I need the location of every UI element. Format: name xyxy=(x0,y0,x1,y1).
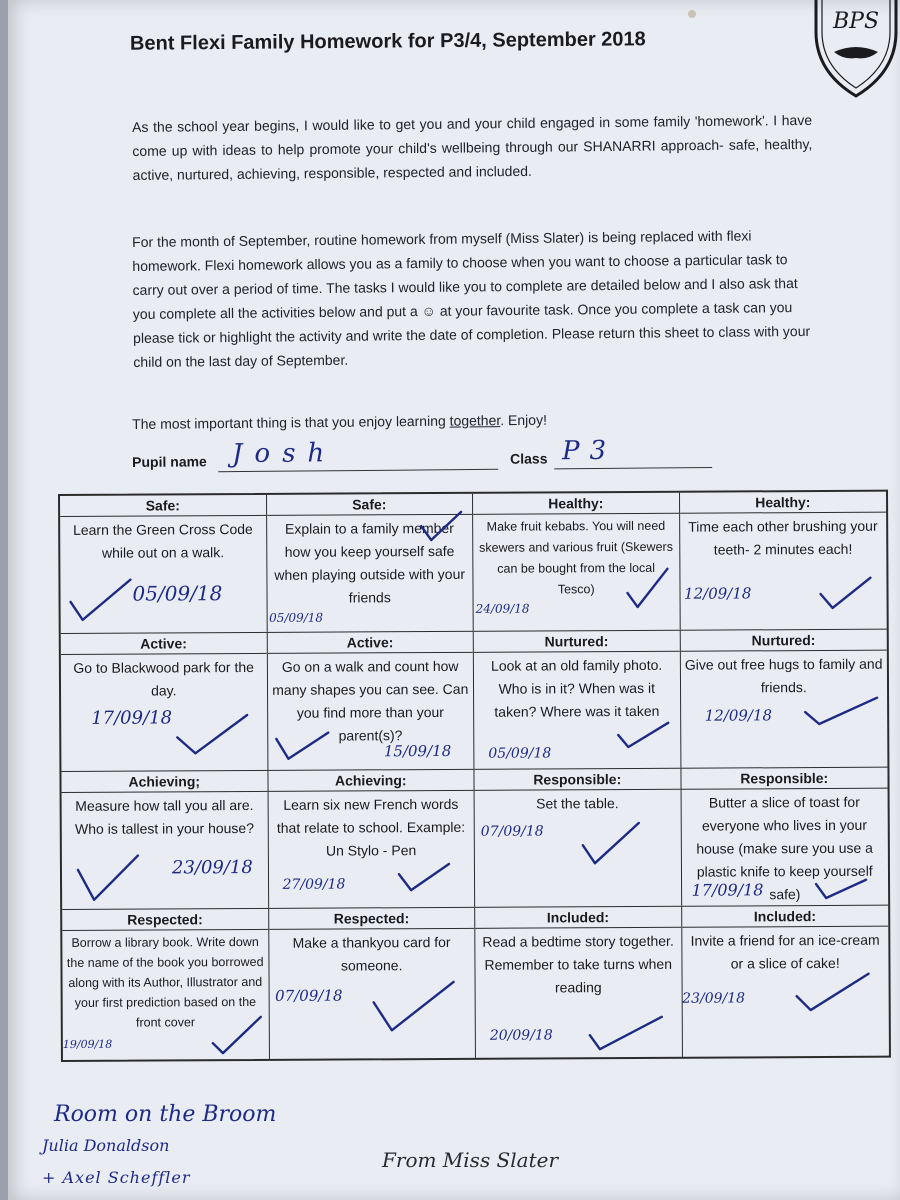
enjoy-text-start: The most important thing is that you enjoy learning xyxy=(132,412,450,432)
completion-date: 07/09/18 xyxy=(480,823,544,840)
completion-date: 15/09/18 xyxy=(383,741,452,761)
task-text: Look at an old family photo. Who is in it? When was it taken? Where was it taken xyxy=(490,656,663,720)
task-cell[interactable] xyxy=(682,906,889,1057)
task-text: Give out free hugs to family and friends. xyxy=(684,655,883,696)
task-cell[interactable] xyxy=(268,770,475,908)
homework-sheet xyxy=(8,0,900,1200)
task-cell[interactable] xyxy=(680,630,887,768)
enjoy-text-end: . Enjoy! xyxy=(500,411,548,429)
tick-mark-icon xyxy=(812,878,872,904)
svg-text:BPS: BPS xyxy=(832,9,880,34)
tick-mark-icon xyxy=(801,692,881,732)
task-cell[interactable] xyxy=(267,494,474,632)
page-title: Bent Flexi Family Homework for P3/4, September 2018 xyxy=(129,28,646,55)
task-text: Borrow a library book. Write down the name of the book you borrowed along with its Author, Illustrator and your first prediction based on the front cover xyxy=(66,934,264,1030)
instructions-paragraph: For the month of September, routine homework from myself (Miss Slater) is being replaced with flexi homework. Flexi homework allows you as a family to choose when you want to choose a particular task to carry out over a period of time. The tasks I would like you to complete are detailed below and I also ask that you complete all the activities below and put a ☺ at your favourite task. Once you complete a task can you please tick or highlight the activity and write the date of completion. Please return this sheet to class with your child on the last day of September. xyxy=(132,227,811,370)
task-cell[interactable] xyxy=(61,771,268,909)
tick-mark-icon xyxy=(586,1011,666,1055)
tick-mark-icon xyxy=(209,1013,265,1057)
completion-date: 23/09/18 xyxy=(171,856,253,879)
task-row xyxy=(62,906,889,1060)
task-category: Responsible: xyxy=(681,768,888,790)
task-row xyxy=(60,492,887,634)
task-text: Learn the Green Cross Code while out on a walk. xyxy=(73,520,253,561)
task-text: Explain to a family member how you keep yourself safe when playing outside with your friends xyxy=(274,519,466,606)
tick-mark-icon xyxy=(417,508,467,548)
completion-date: 17/09/18 xyxy=(691,880,764,900)
pupil-name-label: Pupil name xyxy=(132,453,207,470)
task-category: Respected: xyxy=(269,908,475,930)
task-text: Make fruit kebabs. You will need skewers and various fruit (Skewers can be bought from the local Tesco) xyxy=(479,518,673,597)
task-cell[interactable] xyxy=(62,909,269,1060)
task-cell[interactable] xyxy=(61,633,268,771)
task-cell[interactable] xyxy=(60,495,267,633)
task-category: Responsible: xyxy=(474,769,680,791)
pupil-details-row xyxy=(132,435,732,478)
class-label: Class xyxy=(510,450,548,467)
task-cell[interactable] xyxy=(267,632,474,770)
pupil-name-value: Josh xyxy=(231,438,337,470)
tick-mark-icon xyxy=(74,850,144,906)
tick-mark-icon xyxy=(792,968,872,1018)
task-category: Respected: xyxy=(62,909,268,931)
task-category: Safe: xyxy=(60,495,266,517)
tick-mark-icon xyxy=(66,576,136,626)
task-cell[interactable] xyxy=(475,907,682,1058)
task-category: Achieving; xyxy=(61,771,267,793)
task-text: Set the table. xyxy=(536,795,619,812)
enjoy-text-underlined: together xyxy=(449,412,501,429)
completion-date: 19/09/18 xyxy=(62,1037,113,1051)
task-text: Go to Blackwood park for the day. xyxy=(73,658,254,699)
completion-date: 24/09/18 xyxy=(475,601,530,616)
completion-date: 20/09/18 xyxy=(489,1027,553,1044)
task-category: Included: xyxy=(475,907,681,929)
completion-date: 05/09/18 xyxy=(488,745,552,762)
intro-paragraph: As the school year begins, I would like to get you and your child engaged in some family 'homework'. I have come up with ideas to help promote your child's wellbeing through our SHANARRI approach- safe, healthy, active, nurtured, achieving, responsible, respected and included. xyxy=(132,111,813,183)
task-category: Safe: xyxy=(267,494,473,516)
task-text: Measure how tall you all are. Who is tallest in your house? xyxy=(74,796,255,837)
enjoy-paragraph xyxy=(132,405,812,436)
completion-date: 27/09/18 xyxy=(282,876,346,893)
task-category: Healthy: xyxy=(473,493,679,515)
task-grid xyxy=(58,490,891,1062)
completion-date: 17/09/18 xyxy=(91,707,173,729)
task-text: Read a bedtime story together. Remember to take turns when reading xyxy=(482,932,674,996)
school-crest-logo xyxy=(808,0,900,100)
completion-date: 12/09/18 xyxy=(704,706,773,725)
task-category: Included: xyxy=(682,906,889,928)
tick-mark-icon xyxy=(394,860,454,900)
task-category: Active: xyxy=(267,632,473,654)
task-category: Achieving: xyxy=(268,770,474,792)
book-title-note: Room on the Broom xyxy=(54,1102,277,1127)
task-cell[interactable] xyxy=(474,769,681,907)
illustrator-note: + Axel Scheffler xyxy=(42,1168,191,1187)
paper-mark xyxy=(688,10,696,18)
task-row xyxy=(61,630,888,772)
task-category: Active: xyxy=(61,633,267,655)
tick-mark-icon xyxy=(272,729,332,765)
teacher-signature: From Miss Slater xyxy=(382,1148,559,1172)
task-text: Make a thankyou card for someone. xyxy=(292,933,451,974)
task-cell[interactable] xyxy=(474,631,681,769)
task-text: Invite a friend for an ice-cream or a slice of cake! xyxy=(690,931,880,972)
task-text: Go on a walk and count how many shapes you can see. Can you find more than your parent(s)? xyxy=(272,657,469,744)
task-row xyxy=(61,768,888,910)
task-text: Learn six new French words that relate to school. Example: Un Stylo - Pen xyxy=(276,795,466,859)
task-text: Time each other brushing your teeth- 2 minutes each! xyxy=(688,517,878,558)
completion-date: 05/09/18 xyxy=(132,581,223,606)
task-cell[interactable] xyxy=(473,493,680,631)
tick-mark-icon xyxy=(623,563,673,613)
task-cell[interactable] xyxy=(681,768,888,906)
author-note: Julia Donaldson xyxy=(42,1136,170,1155)
tick-mark-icon xyxy=(816,574,876,614)
tick-mark-icon xyxy=(173,709,253,759)
tick-mark-icon xyxy=(579,819,645,875)
completion-date: 23/09/18 xyxy=(682,990,746,1007)
tick-mark-icon xyxy=(369,978,459,1038)
task-text: Butter a slice of toast for everyone who lives in your house (make sure you use a plastic knife to keep yourself safe) xyxy=(696,793,873,903)
completion-date: 07/09/18 xyxy=(275,986,343,1005)
task-category: Nurtured: xyxy=(680,630,887,652)
tick-mark-icon xyxy=(614,717,674,757)
task-cell[interactable] xyxy=(680,492,887,630)
task-category: Healthy: xyxy=(680,492,887,514)
completion-date: 12/09/18 xyxy=(683,584,752,603)
task-cell[interactable] xyxy=(269,908,476,1059)
completion-date: 05/09/18 xyxy=(269,610,324,625)
task-category: Nurtured: xyxy=(474,631,680,653)
class-value: P3 xyxy=(561,435,617,467)
